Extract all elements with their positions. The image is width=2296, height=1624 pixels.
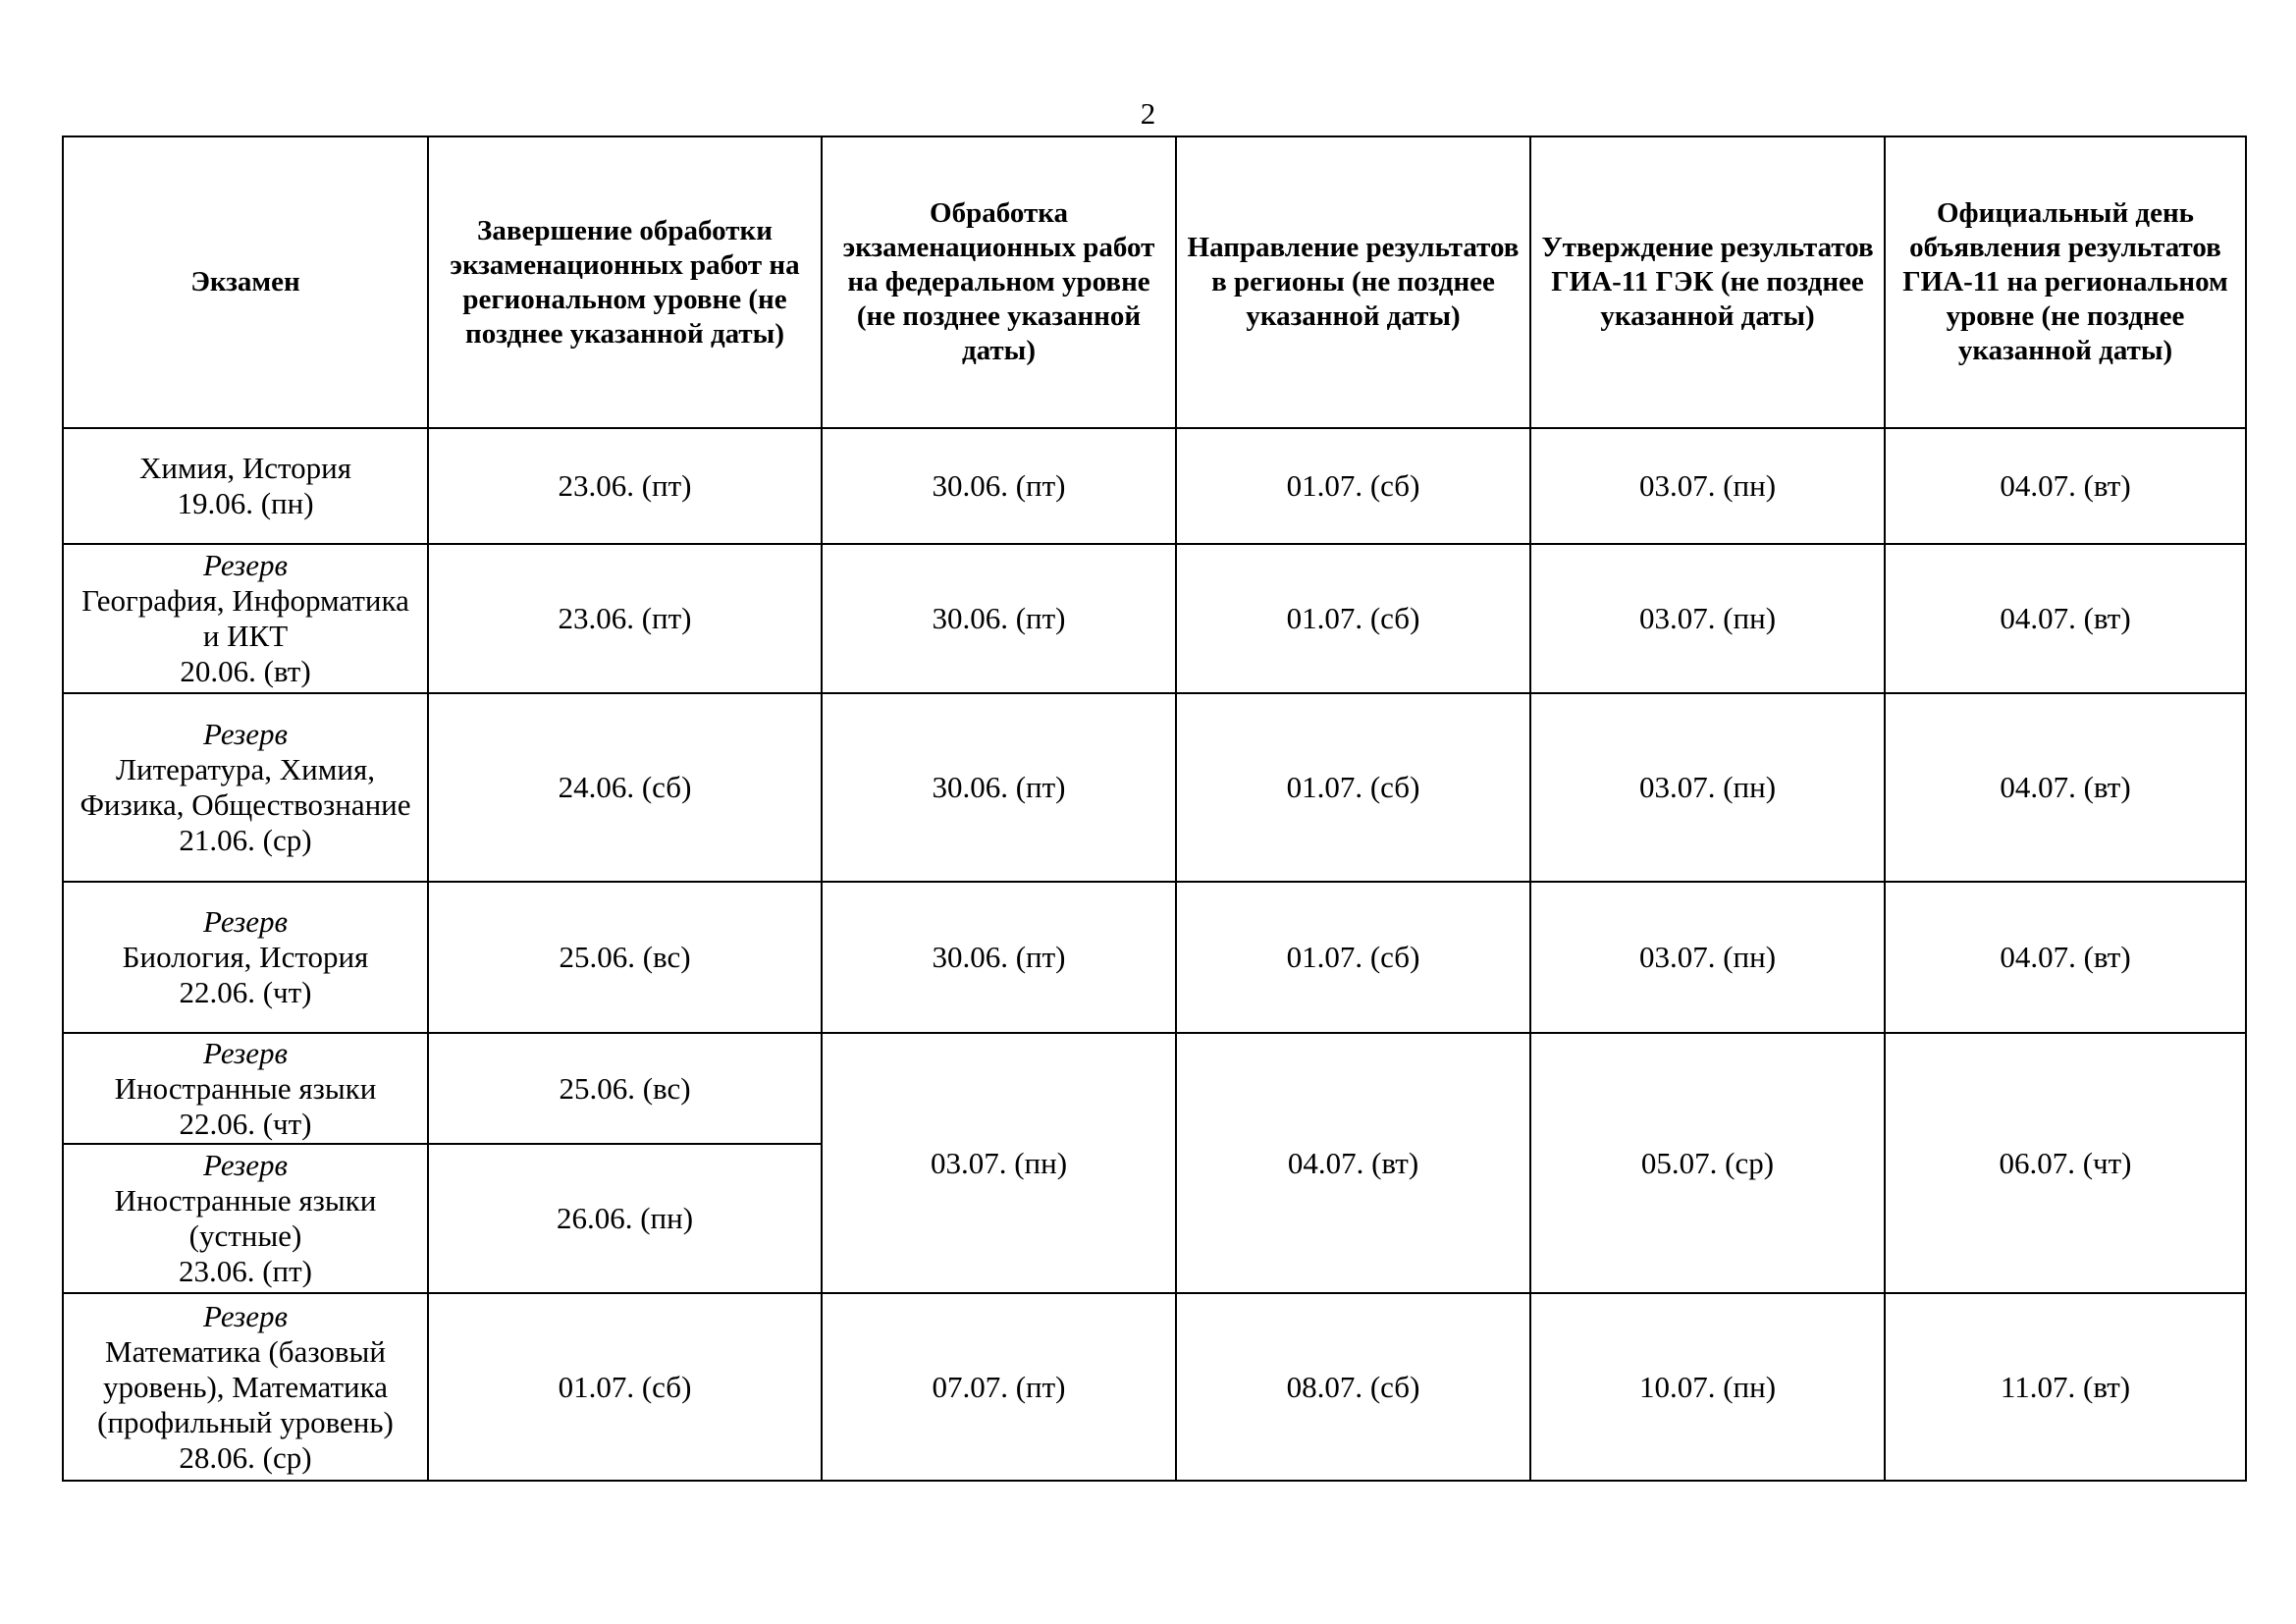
send-date: 08.07. (сб) bbox=[1176, 1293, 1530, 1481]
send-date: 01.07. (сб) bbox=[1176, 693, 1530, 882]
exam-cell bbox=[63, 428, 428, 544]
federal-date: 30.06. (пт) bbox=[822, 693, 1176, 882]
exam-name: География, Информатика и ИКТ bbox=[81, 583, 409, 653]
send-date: 01.07. (сб) bbox=[1176, 428, 1530, 544]
header-row bbox=[63, 136, 2246, 428]
announce-date: 11.07. (вт) bbox=[1885, 1293, 2246, 1481]
header-exam: Экзамен bbox=[63, 136, 428, 428]
table-row bbox=[63, 428, 2246, 544]
regional-date: 25.06. (вс) bbox=[428, 882, 822, 1033]
header-gek-approval: Утверждение результатов ГИА-11 ГЭК (не позднее указанной даты) bbox=[1530, 136, 1885, 428]
send-date: 04.07. (вт) bbox=[1176, 1033, 1530, 1293]
federal-date: 03.07. (пн) bbox=[822, 1033, 1176, 1293]
federal-date: 30.06. (пт) bbox=[822, 544, 1176, 693]
header-official-announcement: Официальный день объявления результатов ГИА-11 на региональном уровне (не позднее указанной даты) bbox=[1885, 136, 2246, 428]
federal-date: 07.07. (пт) bbox=[822, 1293, 1176, 1481]
regional-date: 23.06. (пт) bbox=[428, 428, 822, 544]
federal-date: 30.06. (пт) bbox=[822, 882, 1176, 1033]
table-row bbox=[63, 544, 2246, 693]
results-schedule-table bbox=[62, 135, 2247, 1482]
exam-name: Иностранные языки bbox=[114, 1070, 377, 1106]
exam-date: 22.06. (чт) bbox=[179, 1106, 312, 1141]
header-regional-processing: Завершение обработки экзаменационных работ на региональном уровне (не позднее указанной даты) bbox=[428, 136, 822, 428]
announce-date: 04.07. (вт) bbox=[1885, 544, 2246, 693]
page-number: 2 bbox=[1140, 96, 1156, 131]
reserve-label: Резерв bbox=[203, 1298, 288, 1333]
table-row bbox=[63, 1293, 2246, 1481]
reserve-label: Резерв bbox=[203, 717, 288, 751]
announce-date: 04.07. (вт) bbox=[1885, 428, 2246, 544]
reserve-label: Резерв bbox=[203, 904, 288, 939]
regional-date: 25.06. (вс) bbox=[428, 1033, 822, 1144]
reserve-label: Резерв bbox=[203, 1035, 288, 1070]
exam-date: 23.06. (пт) bbox=[178, 1254, 313, 1288]
exam-date: 28.06. (ср) bbox=[179, 1439, 312, 1475]
exam-cell bbox=[63, 1293, 428, 1481]
reserve-label: Резерв bbox=[203, 548, 288, 582]
approve-date: 03.07. (пн) bbox=[1530, 544, 1885, 693]
send-date: 01.07. (сб) bbox=[1176, 544, 1530, 693]
table-row bbox=[63, 693, 2246, 882]
exam-cell bbox=[63, 544, 428, 693]
approve-date: 10.07. (пн) bbox=[1530, 1293, 1885, 1481]
announce-date: 06.07. (чт) bbox=[1885, 1033, 2246, 1293]
regional-date: 23.06. (пт) bbox=[428, 544, 822, 693]
exam-date: 19.06. (пн) bbox=[177, 486, 314, 520]
exam-cell bbox=[63, 1144, 428, 1293]
announce-date: 04.07. (вт) bbox=[1885, 693, 2246, 882]
regional-date: 01.07. (сб) bbox=[428, 1293, 822, 1481]
reserve-label: Резерв bbox=[203, 1148, 288, 1182]
exam-name: Биология, История bbox=[122, 940, 369, 974]
header-send-to-regions: Направление результатов в регионы (не позднее указанной даты) bbox=[1176, 136, 1530, 428]
exam-date: 21.06. (ср) bbox=[179, 823, 312, 857]
exam-cell bbox=[63, 693, 428, 882]
exam-name: Литература, Химия, Физика, Обществознание bbox=[80, 752, 411, 822]
exam-cell bbox=[63, 1033, 428, 1144]
approve-date: 03.07. (пн) bbox=[1530, 693, 1885, 882]
table-row bbox=[63, 1033, 2246, 1144]
approve-date: 03.07. (пн) bbox=[1530, 882, 1885, 1033]
exam-cell bbox=[63, 882, 428, 1033]
exam-date: 22.06. (чт) bbox=[179, 975, 312, 1009]
send-date: 01.07. (сб) bbox=[1176, 882, 1530, 1033]
approve-date: 03.07. (пн) bbox=[1530, 428, 1885, 544]
regional-date: 26.06. (пн) bbox=[428, 1144, 822, 1293]
exam-name: Иностранные языки (устные) bbox=[114, 1183, 377, 1253]
federal-date: 30.06. (пт) bbox=[822, 428, 1176, 544]
table-row bbox=[63, 882, 2246, 1033]
regional-date: 24.06. (сб) bbox=[428, 693, 822, 882]
approve-date: 05.07. (ср) bbox=[1530, 1033, 1885, 1293]
exam-name: Математика (базовый уровень), Математика (профильный уровень) bbox=[97, 1333, 394, 1439]
exam-date: 20.06. (вт) bbox=[180, 654, 311, 688]
announce-date: 04.07. (вт) bbox=[1885, 882, 2246, 1033]
exam-name: Химия, История bbox=[138, 451, 352, 485]
header-federal-processing: Обработка экзаменационных работ на федеральном уровне (не позднее указанной даты) bbox=[822, 136, 1176, 428]
